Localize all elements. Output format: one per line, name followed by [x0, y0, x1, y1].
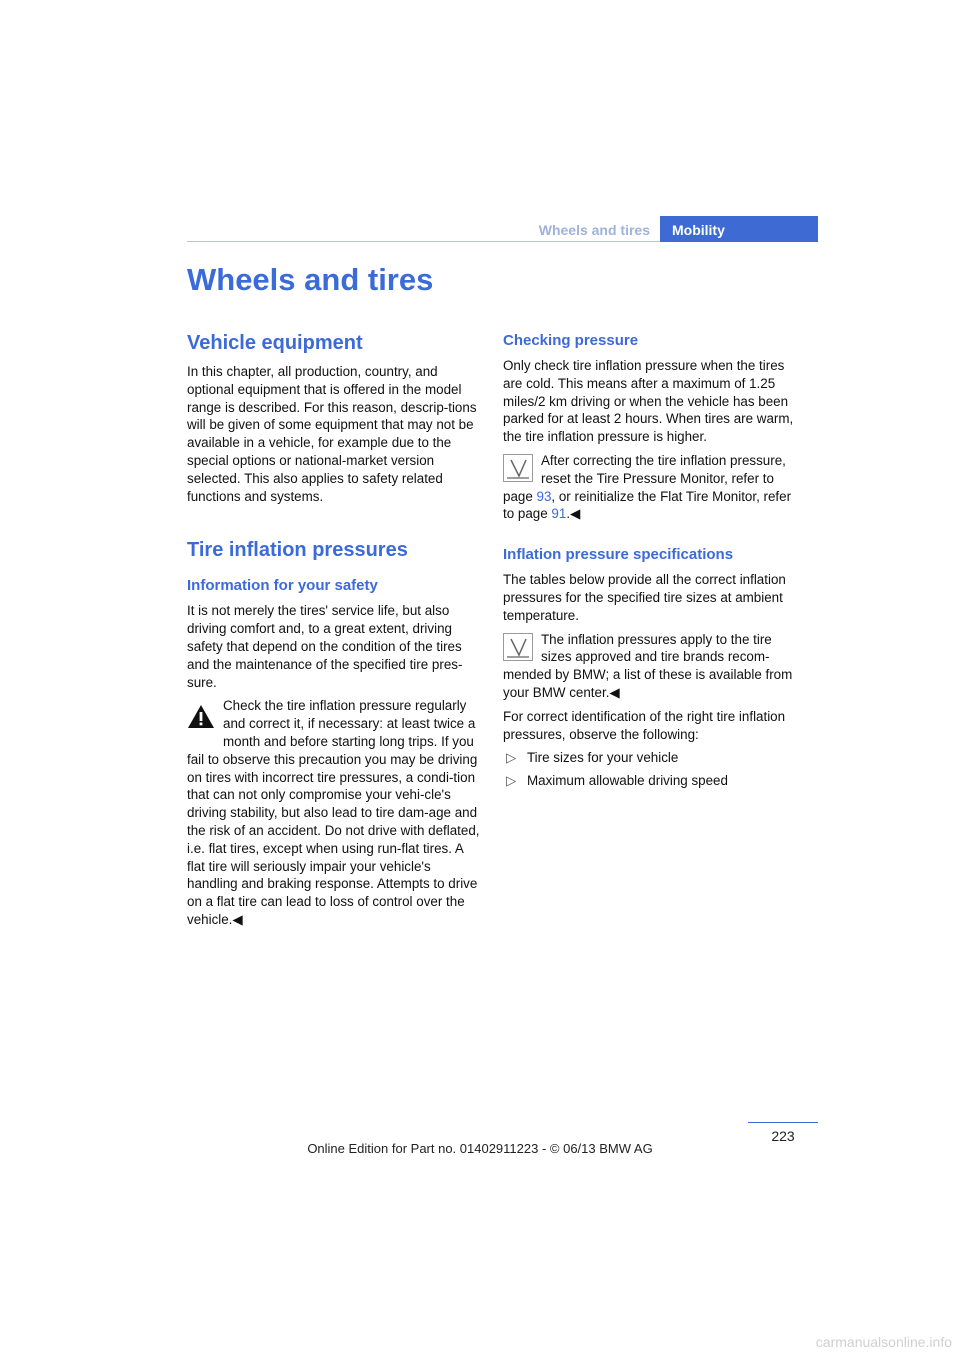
page-link-93[interactable]: 93: [536, 488, 552, 504]
heading-tire-inflation-pressures: Tire inflation pressures: [187, 539, 408, 562]
tip-text-part3: .: [566, 506, 571, 522]
tip-note-bmw: [503, 631, 796, 702]
tip-text-part1: After correcting the tire inflation pressure, reset the Tire Pressure Monitor, refer to page: [503, 452, 786, 504]
watermark: carmanualsonline.info: [815, 1334, 952, 1350]
list-item: ▷ Maximum allowable driving speed: [506, 773, 728, 789]
end-mark: ◀: [609, 684, 620, 700]
tip-text-bmw: The inflation pressures apply to the tire sizes approved and tire brands recom-mended by BMW; a list of these is available from your BMW center.: [503, 631, 793, 700]
heading-vehicle-equipment: Vehicle equipment: [187, 332, 363, 354]
tip-arrow-icon: [503, 633, 533, 661]
bullet-arrow-icon: ▷: [506, 750, 517, 766]
bullet-arrow-icon: ▷: [506, 773, 517, 789]
end-mark: ◀: [570, 506, 581, 522]
page-link-91[interactable]: 91: [551, 506, 567, 522]
page-number: 223: [771, 1128, 795, 1144]
tip-arrow-icon: [503, 454, 533, 482]
checking-pressure-text: Only check tire inflation pressure when the tires are cold. This means after a maximum of 1.25 miles/2 km driving or when the vehicle has been parked for at least 2 hours. When tires are warm, the tire inflation pressure is higher.: [503, 358, 794, 445]
warning-note: [187, 697, 480, 928]
warning-text: Check the tire inflation pressure regularly and correct it, if necessary: at least twice a month and before starting long trips. If you fail to observe this precaution you may be driving on tires with incorrect tire pressures, a condi-tion that can not only compromise your vehi-cle's driving stability, but also lead to tire dam-age and the risk of an accident. Do not drive with deflated, i.e. flat tires, except when using run-flat tires. A flat tire will seriously impair your vehicle's handling and braking response. Attempts to drive on a flat tire can lead to loss of control over the vehicle.: [187, 698, 480, 927]
end-mark: ◀: [232, 911, 243, 927]
specifications-text: The tables below provide all the correct inflation pressures for the specified tire sizes at ambient temperature.: [503, 572, 786, 623]
identification-intro: For correct identification of the right tire inflation pressures, observe the following:: [503, 708, 786, 742]
page-title: Wheels and tires: [187, 262, 434, 297]
footer-rule: [748, 1122, 818, 1123]
right-column: [503, 331, 796, 795]
heading-checking-pressure: Checking pressure: [503, 332, 639, 349]
header-section-label: Wheels and tires: [538, 222, 650, 238]
tip-text-part2: , or reinitialize the Flat Tire Monitor, refer to page: [503, 488, 792, 522]
safety-text: It is not merely the tires' service life, but also driving comfort and, to a great extent, driving safety that depend on the condition of the tires and the maintenance of the specified tire pres-sure.: [187, 603, 463, 690]
heading-inflation-pressure-specifications: Inflation pressure specifications: [503, 546, 734, 564]
tip-note-monitor: [503, 452, 796, 523]
list-item: ▷ Tire sizes for your vehicle: [506, 750, 679, 766]
left-column: [187, 331, 480, 929]
heading-information-for-safety: Information for your safety: [187, 577, 378, 595]
header-chapter-tab[interactable]: Mobility: [660, 216, 818, 242]
footer-edition: Online Edition for Part no. 01402911223 - © 06/13 BMW AG: [307, 1141, 653, 1156]
identification-list: [503, 749, 796, 790]
warning-triangle-icon: [187, 703, 215, 731]
vehicle-equipment-text: In this chapter, all production, country, and optional equipment that is offered in the model range is described. For this reason, descrip-tions will be given of some equipment that may not be available in a vehicle, for example due to the special options or national-market version selected. This also applies to safety related functions and systems.: [187, 364, 477, 504]
